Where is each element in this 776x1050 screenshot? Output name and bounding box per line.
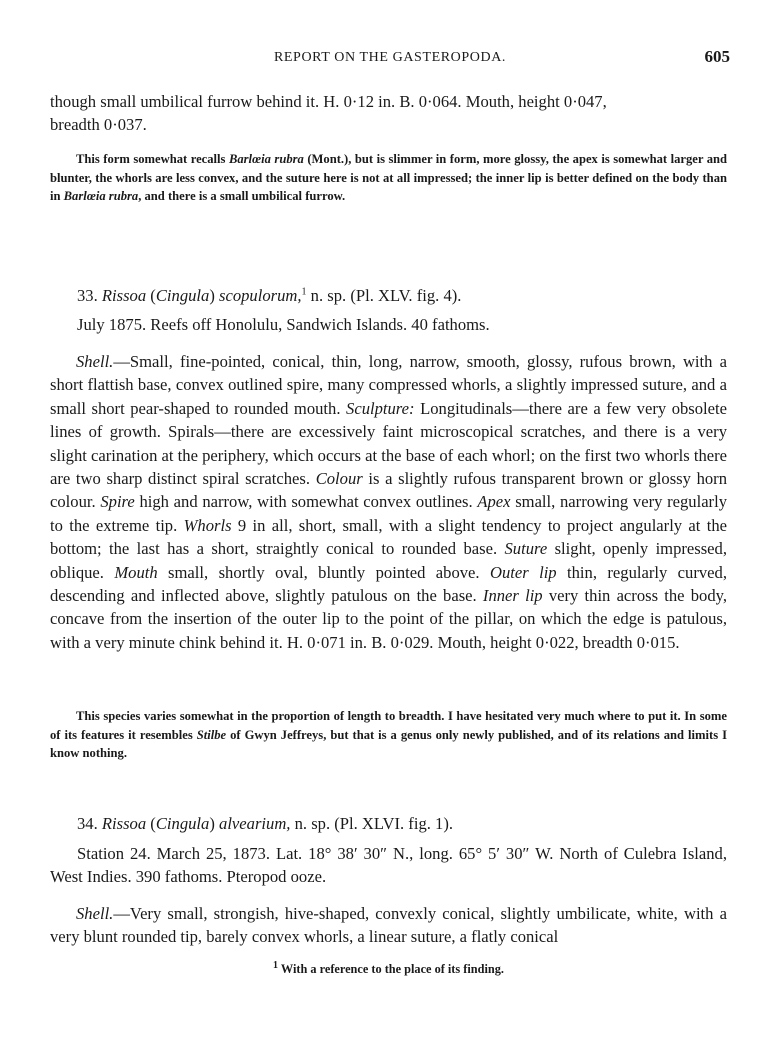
- description-text: 9 in all, short, small, with a slight tendency to project angularly at the bottom; the last has a short, straightly conical to rounded base.: [50, 515, 728, 559]
- apex-label: Apex: [477, 492, 511, 512]
- species-epithet: alvearium,: [219, 814, 291, 833]
- footnote: [50, 959, 727, 977]
- running-title: REPORT ON THE GASTEROPODA.: [273, 50, 507, 65]
- description-text: thin, regularly curved, descending and inflected above, slightly patulous on the base.: [50, 562, 727, 606]
- description-text: —Very small, strongish, hive-shaped, convexly conical, slightly umbilicate, white, with a very blunt rounded tip, barely convex whorls, a linear suture, a flatly conical: [50, 904, 727, 947]
- sculpture-label: Sculpture:: [346, 398, 415, 418]
- colour-label: Colour: [315, 469, 363, 489]
- page-number: 605: [704, 47, 730, 66]
- genus-name: Rissoa: [101, 814, 147, 833]
- note-species-33: [50, 707, 727, 763]
- genus-name: Rissoa: [101, 286, 147, 305]
- note-text: This species varies somewhat in the proportion of length to breadth. I have hesitated very much where to put it. In some of its features it resembles: [50, 709, 727, 742]
- description-text: slight, openly impressed, oblique.: [50, 539, 727, 582]
- footnote-mark: 1: [273, 959, 279, 971]
- footnote-marker: 1: [301, 286, 307, 298]
- description-text: is a slightly rufous transparent brown or glossy horn colour.: [50, 469, 727, 512]
- outer-lip-label: Outer lip: [489, 562, 557, 582]
- taxon-name: Stilbe: [196, 727, 227, 742]
- note-text: of Gwyn Jeffreys, but that is a genus only newly published, and of its relations and limits I know nothing.: [50, 727, 728, 761]
- taxon-name: Barlœia rubra: [63, 189, 139, 204]
- running-head: [50, 47, 730, 72]
- species-number: 34.: [77, 814, 102, 833]
- continuation-line-1: though small umbilical furrow behind it. H. 0·12 in. B. 0·064. Mouth, height 0·047,: [50, 92, 607, 111]
- species-heading-rest: n. sp. (Pl. XLV. fig. 4).: [306, 286, 462, 305]
- mouth-label: Mouth: [114, 562, 158, 582]
- species-33-description: [50, 350, 727, 654]
- description-text: —Small, fine-pointed, conical, thin, long, narrow, smooth, glossy, rufous brown, with a short flattish base, convex outlined spire, many compressed whorls, a slightly impressed suture, and a small short pear-shaped to rounded mouth.: [50, 352, 727, 418]
- subgenus-name: Cingula: [155, 814, 210, 833]
- spire-label: Spire: [100, 492, 135, 512]
- species-34-heading: 34. Rissoa (Cingula) alvearium, n. sp. (Pl. XLVI. fig. 1).: [77, 814, 454, 833]
- description-text: high and narrow, with somewhat convex outlines.: [134, 492, 478, 512]
- paragraph-continuation: [50, 90, 727, 137]
- note-text: (Mont.), but is slimmer in form, more glossy, the apex is somewhat larger and blunter, the whorls are less convex, and the suture here is not at all impressed; the inner lip is better defined on the body than in: [50, 152, 727, 204]
- note-barleeia: [50, 150, 727, 206]
- description-text: very thin across the body, concave from the insertion of the outer lip to the point of the pillar, on which the edge is patulous, with a very minute chink behind it. H. 0·071 in. B. 0·029. Mouth, height 0·022, breadth 0·015.: [50, 586, 728, 652]
- continuation-line-2: breadth 0·037.: [50, 115, 147, 135]
- species-33-heading: 33. Rissoa (Cingula) scopulorum,$^1$ n. sp. (Pl. XLV. fig. 4).: [77, 286, 462, 305]
- shell-label: Shell.: [76, 352, 114, 371]
- inner-lip-label: Inner lip: [482, 586, 543, 606]
- species-heading-rest: n. sp. (Pl. XLVI. fig. 1).: [290, 814, 454, 833]
- suture-label: Suture: [504, 539, 548, 559]
- description-text: Longitudinals—there are a few very obsolete lines of growth. Spirals—there are excessively faint microscopical scratches, and there is a very slight carination at the periphery, which occurs at the base of each whorl; on the first two whorls there are two sharp distinct spiral scratches.: [50, 398, 727, 489]
- species-epithet: scopulorum,: [219, 286, 302, 305]
- description-text: small, shortly oval, bluntly pointed above.: [157, 562, 490, 582]
- taxon-name: Barlœia rubra: [228, 152, 304, 166]
- description-text: small, narrowing very regularly to the extreme tip.: [50, 492, 727, 535]
- footnote-text: With a reference to the place of its finding.: [278, 962, 504, 976]
- species-33-locality: July 1875. Reefs off Honolulu, Sandwich Islands. 40 fathoms.: [77, 315, 490, 334]
- shell-label: Shell.: [76, 904, 114, 923]
- whorls-label: Whorls: [183, 515, 232, 535]
- subgenus-name: Cingula: [155, 286, 210, 305]
- species-number: 33.: [77, 286, 102, 305]
- note-text: This form somewhat recalls: [76, 152, 229, 166]
- species-34-description: [50, 902, 727, 949]
- species-34-locality: Station 24. March 25, 1873. Lat. 18° 38′ 30″ N., long. 65° 5′ 30″ W. North of Culebra Island, West Indies. 390 fathoms. Pteropod ooze.: [50, 844, 727, 886]
- note-text: , and there is a small umbilical furrow.: [138, 189, 346, 204]
